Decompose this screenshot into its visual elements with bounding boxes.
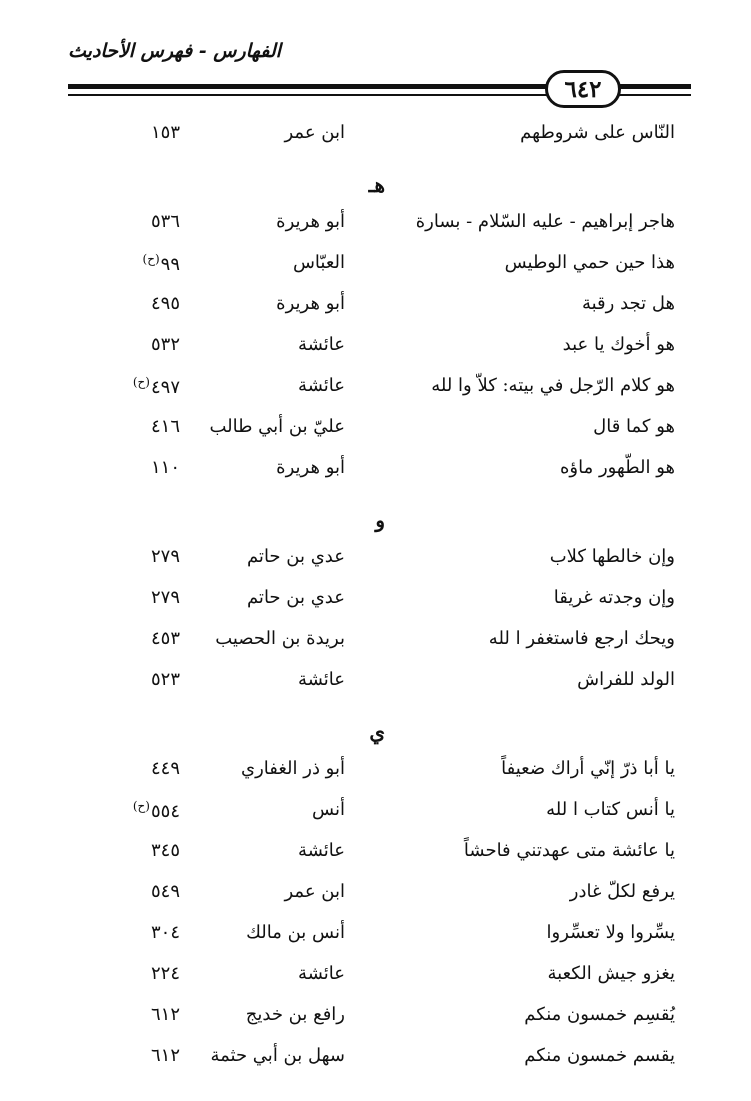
narrator-name: أبو هريرة: [276, 457, 345, 478]
running-title: الفهارس - فهرس الأحاديث: [68, 40, 281, 62]
narrator-name: بريدة بن الحصيب: [215, 628, 345, 649]
index-entry-row: [0, 449, 751, 490]
footnote-mark: (ح): [132, 375, 150, 389]
index-entry-row: [0, 750, 751, 791]
page-reference-number: ٤١٦: [150, 416, 180, 437]
index-entry-row: [0, 832, 751, 873]
letter-header-row: [0, 712, 751, 750]
page-reference: [90, 758, 180, 779]
narrator-name: أنس: [312, 799, 345, 820]
index-entry-row: [0, 367, 751, 408]
hadith-text: وإن خالطها كلاب: [549, 546, 675, 567]
index-entry-row: [0, 114, 751, 155]
hadith-text: يا أنس كتاب ا لله: [546, 799, 675, 820]
letter-header-row: [0, 500, 751, 538]
page-reference: [90, 211, 180, 232]
index-entry-row: [0, 661, 751, 702]
index-entry-row: [0, 873, 751, 914]
page-reference-number: ٤٩٧: [150, 377, 180, 398]
page-reference-number: ٤٤٩: [150, 758, 180, 779]
page-reference-number: ٢٧٩: [150, 546, 180, 567]
narrator-name: أبو ذر الغفاري: [240, 758, 345, 779]
hadith-text: يا عائشة متى عهدتني فاحشاً: [463, 840, 675, 861]
page-reference: [90, 457, 180, 478]
page-number-badge: ٦٤٢: [545, 70, 621, 108]
page-reference-number: ٣٤٥: [150, 840, 180, 861]
hadith-text: يقسم خمسون منكم: [524, 1045, 675, 1066]
page-reference: [90, 922, 180, 943]
page-reference-number: ٥٣٦: [150, 211, 180, 232]
page-reference-number: ٥٤٩: [150, 881, 180, 902]
hadith-text: وإن وجدته غريقا: [553, 587, 675, 608]
narrator-name: ابن عمر: [284, 122, 345, 143]
page-reference: [90, 799, 180, 822]
page-reference-number: ٥٣٢: [150, 334, 180, 355]
hadith-text: هو الطّهور ماؤه: [559, 457, 675, 478]
page-reference: [90, 375, 180, 398]
hadith-text: هو أخوك يا عبد: [562, 334, 675, 355]
page-reference: [90, 416, 180, 437]
page-reference-number: ٦١٢: [150, 1045, 180, 1066]
index-entry-row: [0, 1037, 751, 1078]
index-entry-row: [0, 620, 751, 661]
hadith-text: يُقسِم خمسون منكم: [524, 1004, 675, 1025]
hadith-text: يرفع لكلّ غادر: [569, 881, 675, 902]
narrator-name: رافع بن خديج: [245, 1004, 345, 1025]
page-reference-number: ٢٢٤: [150, 963, 180, 984]
section-letter: و: [375, 508, 385, 532]
section-letter: ي: [369, 720, 385, 744]
index-entry-row: [0, 244, 751, 285]
page-reference: [90, 963, 180, 984]
hadith-text: هو كلام الرّجل في بيته: كلاّ وا لله: [431, 375, 675, 396]
narrator-name: أبو هريرة: [276, 293, 345, 314]
index-entry-row: [0, 996, 751, 1037]
group-spacer: [0, 702, 751, 712]
hadith-index-list: [0, 114, 751, 1078]
page-reference: [90, 334, 180, 355]
index-entry-row: [0, 914, 751, 955]
page-reference-number: ٥٢٣: [150, 669, 180, 690]
hadith-text: هو كما قال: [593, 416, 675, 437]
hadith-text: النّاس على شروطهم: [520, 122, 675, 143]
hadith-text: يسِّروا ولا تعسِّروا: [546, 922, 675, 943]
index-entry-row: [0, 955, 751, 996]
narrator-name: عدي بن حاتم: [246, 546, 345, 567]
group-spacer: [0, 490, 751, 500]
page-reference: [90, 293, 180, 314]
page-reference: [90, 669, 180, 690]
narrator-name: عليّ بن أبي طالب: [209, 416, 345, 437]
page-reference-number: ٢٧٩: [150, 587, 180, 608]
page-reference: [90, 1004, 180, 1025]
hadith-text: يا أبا ذرّ إنّي أراك ضعيفاً: [501, 758, 675, 779]
narrator-name: عائشة: [298, 840, 345, 861]
page-reference-number: ٤٥٣: [150, 628, 180, 649]
index-entry-row: [0, 326, 751, 367]
section-letter: هـ: [368, 173, 385, 197]
index-entry-row: [0, 285, 751, 326]
index-entry-row: [0, 538, 751, 579]
narrator-name: عدي بن حاتم: [246, 587, 345, 608]
page-reference-number: ٦١٢: [150, 1004, 180, 1025]
index-entry-row: [0, 408, 751, 449]
page-reference: [90, 122, 180, 143]
narrator-name: سهل بن أبي حثمة: [210, 1045, 345, 1066]
hadith-text: الولد للفراش: [577, 669, 675, 690]
page-reference-number: ٥٥٤: [150, 801, 180, 822]
footnote-mark: (ح): [142, 252, 160, 266]
page-reference: [90, 840, 180, 861]
index-entry-row: [0, 203, 751, 244]
hadith-text: يغزو جيش الكعبة: [547, 963, 675, 984]
index-entry-row: [0, 579, 751, 620]
letter-header-row: [0, 165, 751, 203]
page-reference: [90, 1045, 180, 1066]
page-reference: [90, 252, 180, 275]
page-reference: [90, 628, 180, 649]
hadith-text: هل تجد رقبة: [581, 293, 675, 314]
narrator-name: العبّاس: [292, 252, 345, 273]
page-reference: [90, 587, 180, 608]
narrator-name: عائشة: [298, 669, 345, 690]
page-reference-number: ٤٩٥: [150, 293, 180, 314]
page-reference-number: ١٥٣: [150, 122, 180, 143]
narrator-name: عائشة: [298, 963, 345, 984]
page-reference-number: ٩٩: [160, 254, 180, 275]
index-entry-row: [0, 791, 751, 832]
page-reference: [90, 546, 180, 567]
page-reference-number: ١١٠: [150, 457, 180, 478]
group-spacer: [0, 155, 751, 165]
narrator-name: ابن عمر: [284, 881, 345, 902]
footnote-mark: (ح): [132, 799, 150, 813]
page-reference: [90, 881, 180, 902]
narrator-name: أنس بن مالك: [246, 922, 345, 943]
narrator-name: عائشة: [298, 334, 345, 355]
page-reference-number: ٣٠٤: [150, 922, 180, 943]
hadith-text: هاجر إبراهيم - عليه السّلام - بسارة: [415, 211, 675, 232]
narrator-name: أبو هريرة: [276, 211, 345, 232]
hadith-text: ويحك ارجع فاستغفر ا لله: [488, 628, 675, 649]
narrator-name: عائشة: [298, 375, 345, 396]
hadith-text: هذا حين حمي الوطيس: [504, 252, 675, 273]
